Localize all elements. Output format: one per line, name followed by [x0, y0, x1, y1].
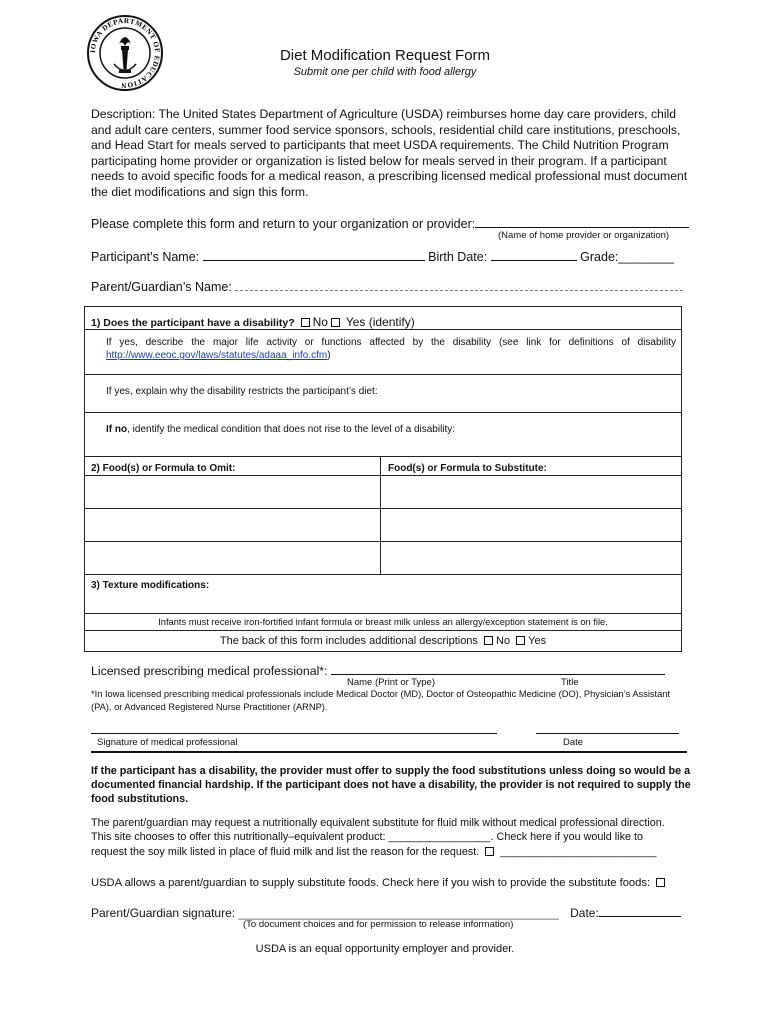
medical-footnote: *In Iowa licensed prescribing medical professionals include Medical Doctor (MD), Doctor of Osteopathic Medicine (DO), Physician’s Assistant (PA), or Advanced Registered Nurse Practitioner (ARNP).	[91, 689, 671, 712]
foods-omit-header: 2) Food(s) or Formula to Omit:	[91, 463, 236, 474]
usda-substitute-text: USDA allows a parent/guardian to supply substitute foods. Check here if you wish to provide the substitute foods:	[91, 877, 651, 889]
disability-yes-label: Yes (identify)	[345, 315, 415, 329]
birth-date-field[interactable]	[491, 248, 577, 261]
parent-signature-label: Parent/Guardian signature:	[91, 906, 236, 920]
if-no-bold: If no	[106, 424, 128, 435]
eeoc-link[interactable]: http://www.eeoc.gov/laws/statutes/adaaa_info.cfm	[106, 350, 328, 361]
participant-name-label: Participant’s Name:	[91, 250, 200, 264]
back-no-checkbox[interactable]	[484, 636, 493, 645]
section-divider	[91, 751, 687, 753]
omit-food-field-3[interactable]	[85, 542, 380, 574]
description-paragraph: Description: The United States Department of Agriculture (USDA) reimburses home day care providers, child and adult care centers, summer food service sponsors, schools, residential child care institutions, preschools, and Head Start for meals served to participants that meet USDA requirements. The Child Nutrition Program participating home provider or organization is listed below for meals served in their program. If a participant needs to avoid specific foods for a medical reason, a prescribing licensed medical professional must document the diet modifications and sign this form.	[91, 107, 688, 199]
soy-milk-reason-field[interactable]: __________________________	[500, 846, 657, 858]
omit-food-field-2[interactable]	[85, 509, 380, 541]
parent-name-label: Parent/Guardian’s Name:	[91, 280, 232, 294]
birth-date-label: Birth Date:	[428, 250, 488, 264]
name-print-caption: Name (Print or Type)	[347, 677, 435, 688]
date-caption: Date	[563, 737, 584, 748]
diet-details-table	[84, 306, 682, 652]
title-caption: Title	[561, 677, 579, 688]
substitute-food-field-3[interactable]	[381, 542, 681, 574]
back-of-form-text: The back of this form includes additional descriptions	[219, 635, 478, 647]
medical-professional-field[interactable]	[331, 662, 665, 675]
parent-date-field[interactable]	[599, 904, 681, 917]
signature-caption: Signature of medical professional	[97, 737, 238, 748]
participant-name-field[interactable]	[203, 248, 425, 261]
equal-opportunity-footer: USDA is an equal opportunity employer and provider.	[255, 943, 515, 955]
omit-food-field-1[interactable]	[85, 476, 380, 508]
parent-date-label: Date:	[570, 906, 599, 920]
back-yes-checkbox[interactable]	[516, 636, 525, 645]
substitute-food-field-2[interactable]	[381, 509, 681, 541]
form-title: Diet Modification Request Form	[279, 47, 491, 64]
medical-professional-label: Licensed prescribing medical professional*:	[91, 664, 328, 678]
disability-describe-text: If yes, describe the major life activity or functions affected by the disability (see link for definitions of disability	[106, 337, 676, 348]
parent-signature-field[interactable]: ________________________________________________	[238, 906, 559, 920]
disability-explain-text: If yes, explain why the disability restricts the participant’s diet:	[106, 386, 378, 397]
milk-line-2: This site chooses to offer this nutritionally–equivalent product: _________________. Check here if you would like to	[91, 831, 643, 843]
provider-name-field[interactable]	[475, 215, 689, 228]
soy-milk-checkbox[interactable]	[485, 847, 494, 856]
seal-text: IOWA DEPARTMENT OF EDUCATION	[88, 16, 162, 90]
disability-no-checkbox[interactable]	[301, 318, 310, 327]
back-no-label: No	[496, 635, 511, 647]
return-line-label: Please complete this form and return to your organization or provider:	[91, 217, 476, 231]
foods-substitute-header: Food(s) or Formula to Substitute:	[388, 463, 547, 474]
provider-name-caption: (Name of home provider or organization)	[498, 230, 670, 241]
if-no-text: , identify the medical condition that does not rise to the level of a disability:	[127, 424, 456, 435]
grade-label: Grade:________	[580, 250, 674, 264]
texture-modifications-label: 3) Texture modifications:	[91, 580, 210, 591]
disability-question: 1) Does the participant have a disability?	[91, 317, 295, 329]
milk-line-3: request the soy milk listed in place of fluid milk and list the reason for the request.	[91, 846, 480, 858]
disability-no-label: No	[312, 315, 328, 329]
provide-substitute-checkbox[interactable]	[656, 878, 665, 887]
link-close-paren: )	[327, 350, 331, 361]
disability-yes-checkbox[interactable]	[331, 318, 340, 327]
medical-signature-field[interactable]	[91, 733, 497, 734]
disability-notice: If the participant has a disability, the provider must offer to supply the food substitutions unless doing so would be a documented financial hardship. If the participant does not have a disability, the provider is not required to supply the food substitutions.	[91, 765, 691, 805]
substitute-food-field-1[interactable]	[381, 476, 681, 508]
back-yes-label: Yes	[528, 635, 547, 647]
medical-date-field[interactable]	[536, 733, 679, 734]
parent-signature-caption: (To document choices and for permission to release information)	[243, 919, 514, 930]
infant-formula-note: Infants must receive iron-fortified infant formula or breast milk unless an allergy/exception statement is on file.	[158, 617, 608, 627]
parent-name-field[interactable]	[235, 278, 683, 291]
form-subtitle: Submit one per child with food allergy	[293, 66, 477, 78]
milk-line-1: The parent/guardian may request a nutritionally equivalent substitute for fluid milk without medical professional direction.	[91, 817, 665, 829]
